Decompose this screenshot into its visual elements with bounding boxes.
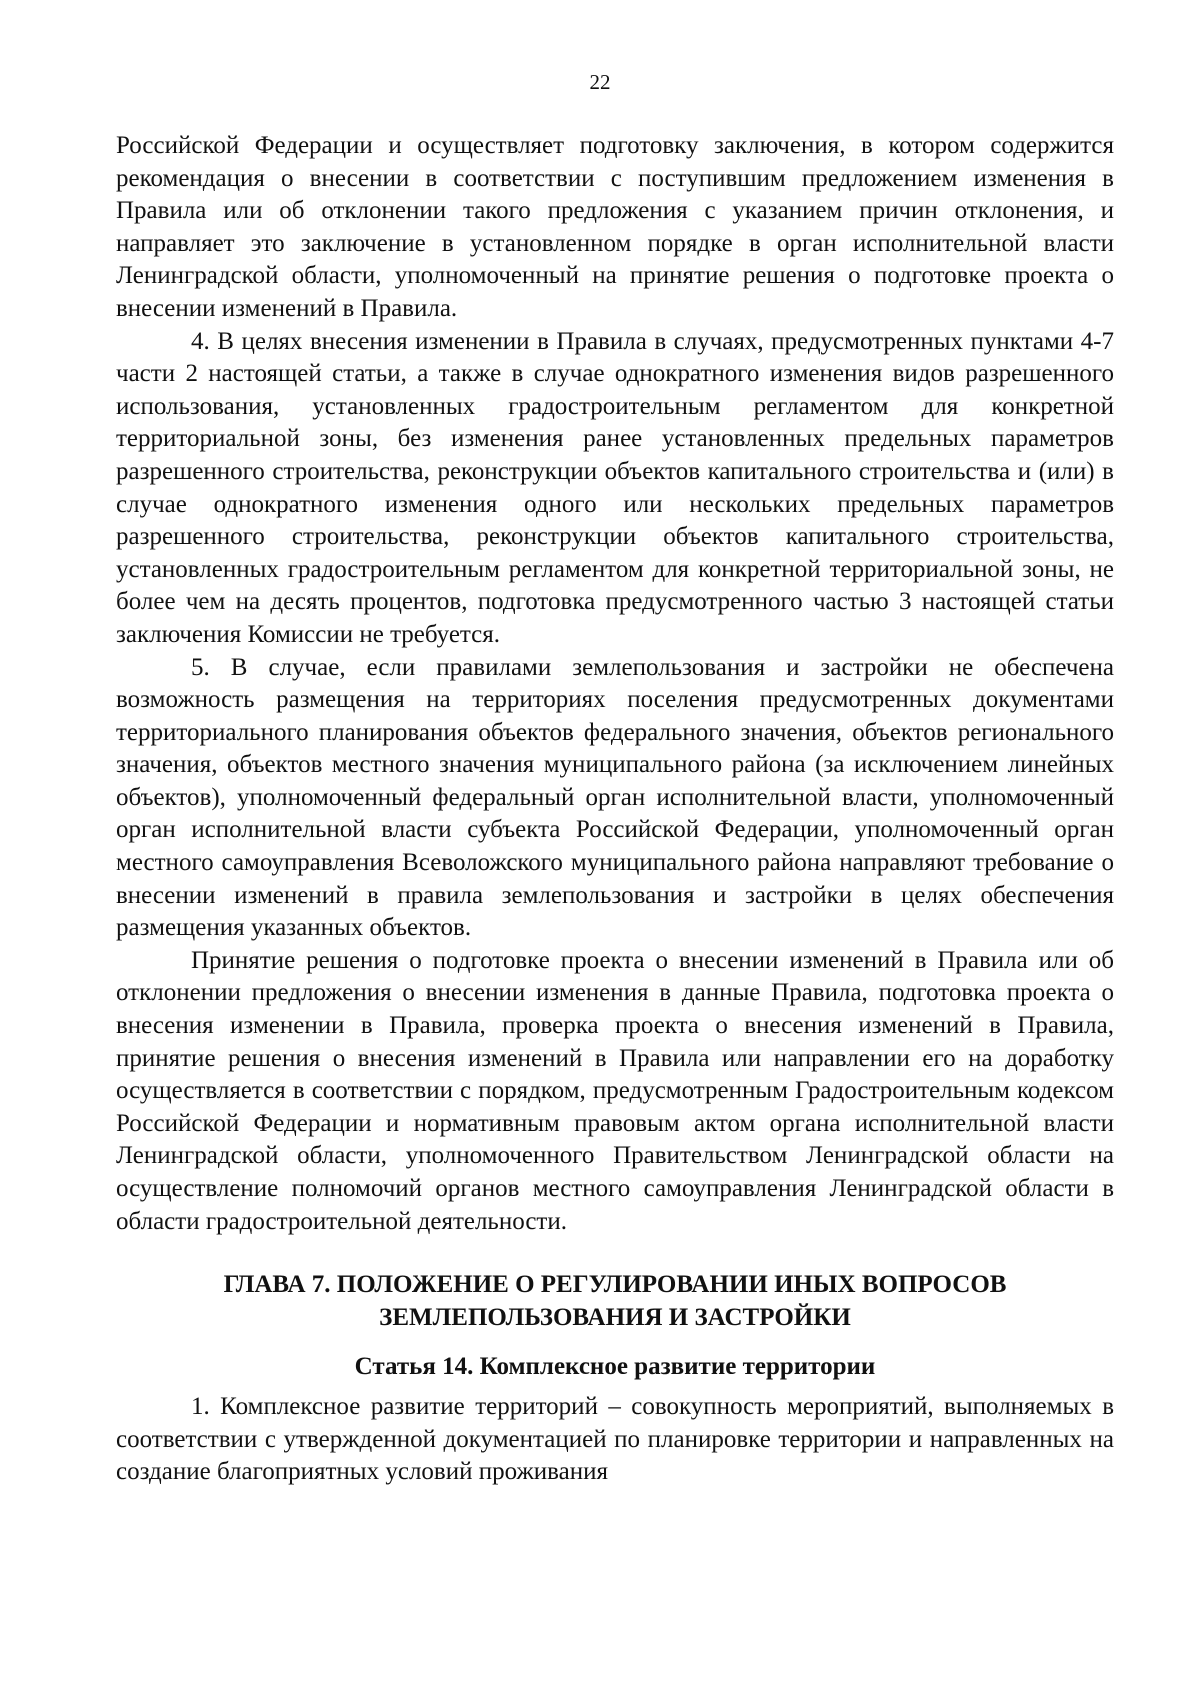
paragraph-item-4: 4. В целях внесения изменении в Правила в случаях, предусмотренных пунктами 4-7 части 2 настоящей статьи, а также в случае однократного изменения видов разрешенного использования, установленных градостроительным регламентом для конкретной территориальной зоны, без изменения ранее установленных предельных параметров разрешенного строительства, реконструкции объектов капитального строительства и (или) в случае однократного изменения одного или нескольких предельных параметров разрешенного строительства, реконструкции объектов капитального строительства, установленных градостроительным регламентом для конкретной территориальной зоны, не более чем на десять процентов, подготовка предусмотренного частью 3 настоящей статьи заключения Комиссии не требуется. [116, 327, 1114, 648]
paragraph-continuation: Российской Федерации и осуществляет подготовку заключения, в котором содержится рекомендация о внесении в соответствии с поступившим предложением изменения в Правила или об отклонении такого предложения с указанием причин отклонения, и направляет это заключение в установленном порядке в орган исполнительной власти Ленинградской области, уполномоченный на принятие решения о подготовке проекта о внесении изменений в Правила. [116, 132, 1114, 322]
article-heading: Статья 14. Комплексное развитие территории [354, 1353, 876, 1381]
document-body [116, 130, 1114, 1489]
paragraph-item-5: 5. В случае, если правилами землепользования и застройки не обеспечена возможность размещения на территориях поселения предусмотренных документами территориального планирования объектов федерального значения, объектов регионального значения, объектов местного значения муниципального района (за исключением линейных объектов), уполномоченный федеральный орган исполнительной власти, уполномоченный орган исполнительной власти субъекта Российской Федерации, уполномоченный орган местного самоуправления Всеволожского муниципального района направляют требование о внесении изменений в правила землепользования и застройки в целях обеспечения размещения указанных объектов. [116, 653, 1114, 942]
chapter-heading [116, 1268, 1114, 1334]
page-number: 22 [589, 70, 611, 94]
paragraph-article-14-item-1: 1. Комплексное развитие территорий – совокупность мероприятий, выполняемых в соответствии с утвержденной документацией по планировке территории и направленных на создание благоприятных условий проживания [116, 1393, 1114, 1486]
paragraph-decision-procedure: Принятие решения о подготовке проекта о внесении изменений в Правила или об отклонении предложения о внесении изменения в данные Правила, подготовка проекта о внесения изменении в Правила, проверка проекта о внесения изменений в Правила, принятие решения о внесения изменений в Правила или направлении его на доработку осуществляется в соответствии с порядком, предусмотренным Градостроительным кодексом Российской Федерации и нормативным правовым актом органа исполнительной власти Ленинградской области, уполномоченного Правительством Ленинградской области на осуществление полномочий органов местного самоуправления Ленинградской области в области градостроительной деятельности. [116, 946, 1114, 1235]
chapter-heading-line-1: ГЛАВА 7. ПОЛОЖЕНИЕ О РЕГУЛИРОВАНИИ ИНЫХ ВОПРОСОВ [223, 1271, 1007, 1299]
chapter-heading-line-2: ЗЕМЛЕПОЛЬЗОВАНИЯ И ЗАСТРОЙКИ [379, 1304, 851, 1332]
